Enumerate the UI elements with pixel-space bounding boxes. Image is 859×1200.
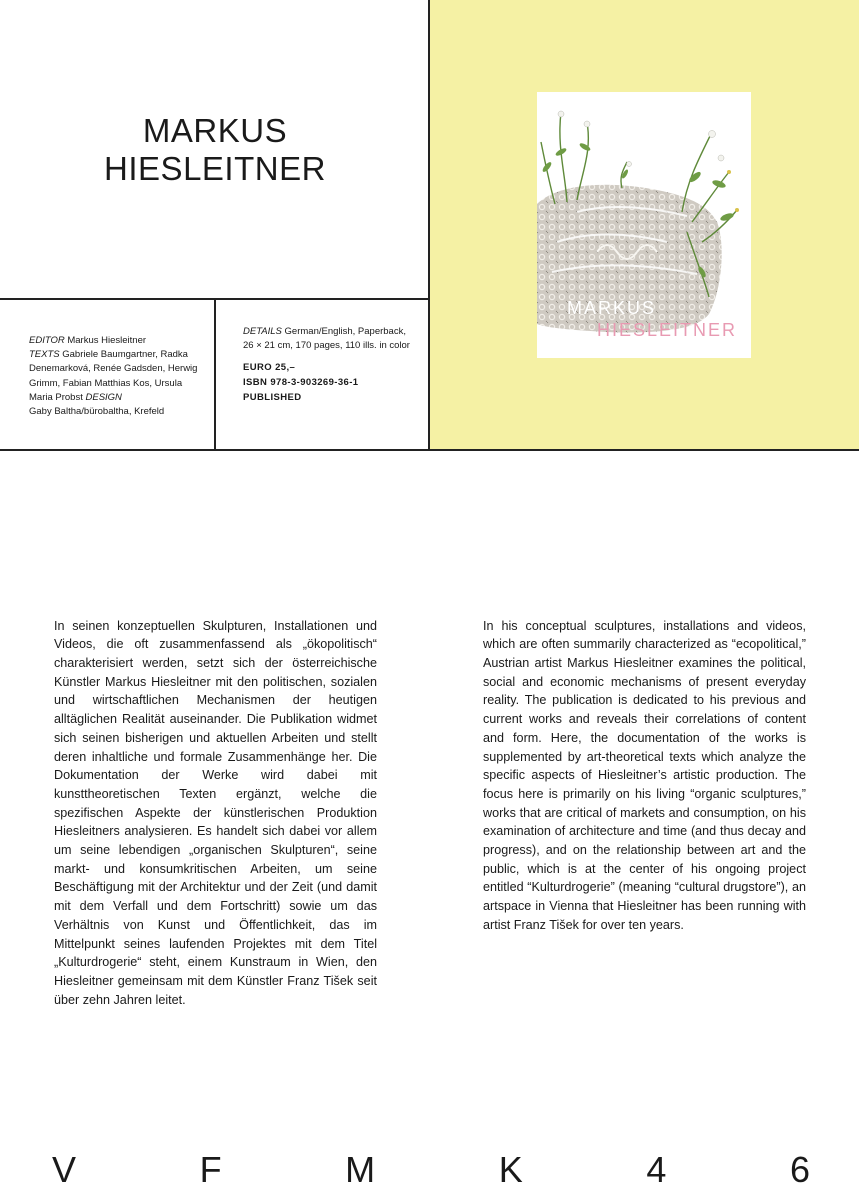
editor-label: EDITOR: [29, 335, 65, 346]
footer-letter: M: [345, 1149, 376, 1190]
cover-title: [567, 297, 737, 341]
cover-title-line-2: HIESLEITNER: [597, 320, 738, 340]
editor-value: Markus Hiesleitner: [64, 335, 147, 346]
page-title: [0, 112, 430, 188]
footer-digit: 4: [646, 1149, 667, 1190]
design-label: DESIGN: [85, 391, 122, 403]
texts-value: Gabriele Baumgartner, Radka Denemarková, Renée Gadsden, Herwig Grimm, Fabian Matthias Kos, Ursula Maria Probst: [29, 349, 198, 403]
footer-letter: V: [52, 1149, 77, 1190]
german-description: In seinen konzeptuellen Skulpturen, Installationen und Videos, die oft zusammenfassend als „ökopolitisch“ charakterisiert werden, setzt sich der österreichische Künstler Markus Hiesleitner mit den politischen, sozialen und wirtschaftlichen Mechanismen der heutigen alltäglichen Realität auseinander. Die Publikation widmet sich seinen bisherigen und aktuellen Arbeiten und stellt deren inhaltliche und formale Zusammenhänge her. Die Dokumentation der Werke wird dabei mit kunsttheoretischen Texten ergänzt, welche die spezifischen Aspekte der künstlerischen Produktion Hiesleitners analysieren. Es handelt sich dabei vor allem um seine lebendigen „organischen Skulpturen“, seine markt- und konsumkritischen Arbeiten, um seine Beschäftigung mit der Architektur und der Zeit (und damit mit dem Verfall und dem Fortschritt) sowie um das Verhältnis von Kunst und Öffentlichkeit, das im Mittelpunkt seines laufenden Projektes mit dem Titel „Kulturdrogerie“ steht, einem Kunstraum in Wien, den Hiesleitner gemeinsam mit dem Künstler Franz Tišek seit über zehn Jahren leitet.: [54, 618, 377, 1007]
footer-digit: 6: [789, 1149, 810, 1190]
book-facts: [243, 361, 418, 405]
book-cover: [537, 92, 751, 358]
english-description: In his conceptual sculptures, installations and videos, which are often summarily characterized as “ecopolitical,” Austrian artist Markus Hiesleitner examines the political, social and economic mechanisms of present everyday reality. The publication is dedicated to his previous and current works and reveals their correlations of content and form. Here, the documentation of the works is supplemented by art-theoretical texts which analyze the specific aspects of Hiesleitner’s artistic production. The focus here is primarily on his living “organic sculptures,” works that are critical of markets and consumption, on his examination of architecture and time (and thus decay and progress), and on the relationship between art and the public, which is at the center of his ongoing project entitled “Kulturdrogerie” (meaning “cultural drugstore”), an artspace in Vienna that Hiesleitner has been running with artist Franz Tišek for over ten years.: [483, 618, 806, 932]
texts-label: TEXTS: [29, 349, 60, 361]
credits-block: [29, 334, 205, 419]
title-line-1: MARKUS: [142, 112, 288, 149]
price: EURO 25,–: [243, 362, 296, 374]
publication-status: PUBLISHED: [243, 391, 302, 403]
details-value: German/English, Paperback, 26 × 21 cm, 170 pages, 110 ills. in color: [243, 326, 410, 352]
design-value: Gaby Baltha/bürobaltha, Krefeld: [29, 406, 165, 418]
details-block: [243, 325, 418, 405]
details-text: [243, 325, 418, 353]
vertical-divider: [428, 0, 430, 451]
footer-letter: F: [199, 1149, 222, 1190]
footer-code: [52, 1148, 810, 1192]
credits-divider: [214, 298, 216, 450]
details-label: DETAILS: [243, 326, 282, 337]
title-line-2: HIESLEITNER: [104, 150, 326, 187]
cover-title-line-1: MARKUS: [567, 298, 657, 318]
footer-letter: K: [498, 1149, 523, 1190]
isbn: ISBN 978-3-903269-36-1: [243, 377, 359, 388]
header-bottom-divider: [0, 449, 859, 451]
